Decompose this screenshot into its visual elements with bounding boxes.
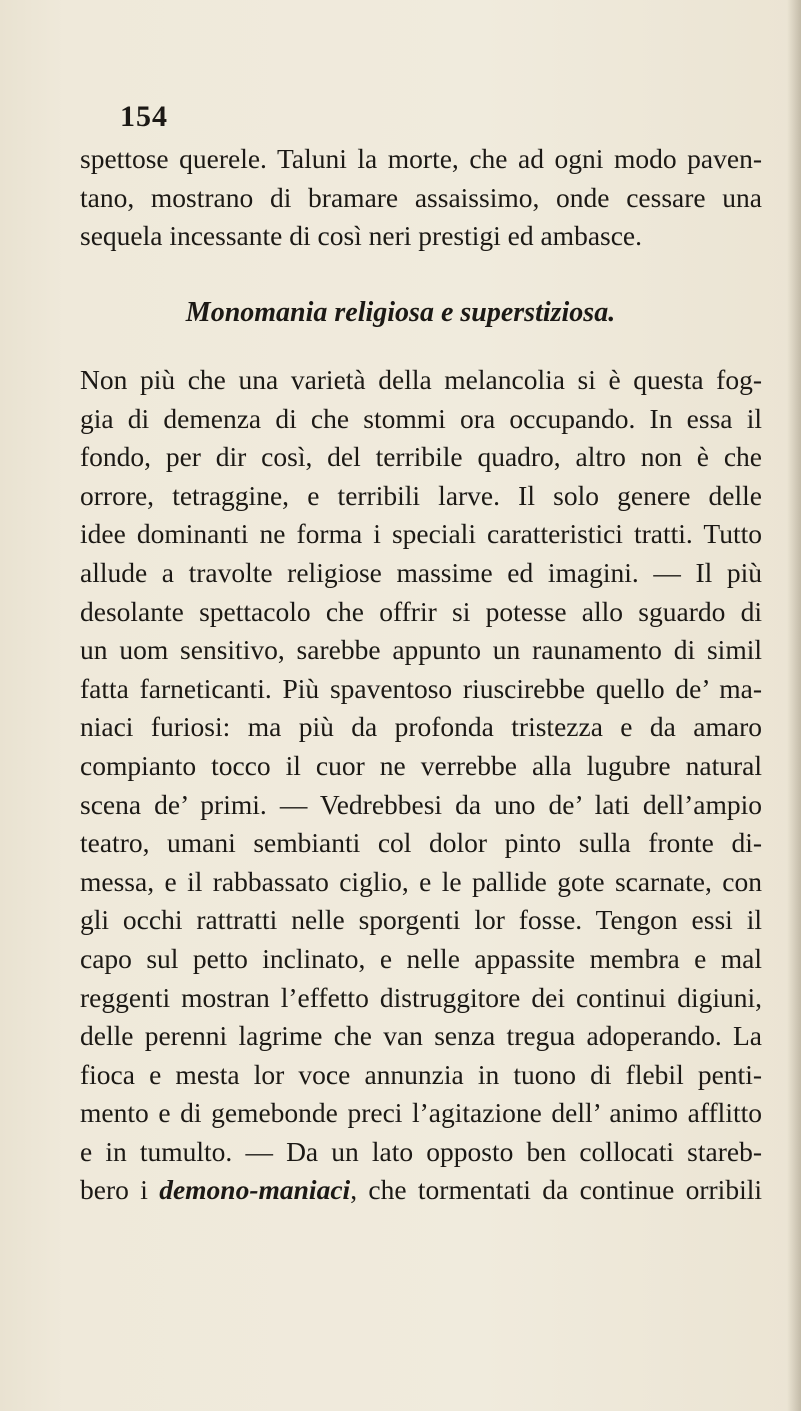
- text-line: delle perenni lagrime che van senza tregua adoperando. La: [80, 1020, 762, 1052]
- body-paragraph: [80, 361, 762, 1210]
- text-line: un uom sensitivo, sarebbe appunto un raunamento di simil: [80, 634, 762, 666]
- section-heading: Monomania religiosa e superstiziosa.: [185, 297, 616, 328]
- text-line: spettose querele. Taluni la morte, che ad ogni modo paven-: [80, 143, 762, 174]
- page-number: 154: [120, 100, 168, 133]
- text-line: capo sul petto inclinato, e nelle appassite membra e mal: [80, 942, 762, 974]
- text-line: gli occhi rattratti nelle sporgenti lor fosse. Tengon essi il: [80, 904, 762, 936]
- text-line: niaci furiosi: ma più da profonda tristezza e da amaro: [80, 711, 762, 743]
- text-line: compianto tocco il cuor ne verrebbe alla lugubre natural: [80, 749, 762, 781]
- text-line: mento e di gemebonde preci l’agitazione dell’ animo afflitto: [80, 1097, 762, 1129]
- final-line-start: bero i: [80, 1174, 160, 1206]
- page-edge-shadow: [787, 0, 801, 1411]
- intro-paragraph: [80, 140, 762, 256]
- text-line: fioca e mesta lor voce annunzia in tuono di flebil penti-: [80, 1058, 762, 1090]
- text-line-final: [80, 1171, 762, 1210]
- text-line: teatro, umani sembianti col dolor pinto sulla fronte di-: [80, 827, 762, 859]
- text-line: tano, mostrano di bramare assaissimo, onde cessare una: [80, 181, 762, 213]
- text-line: sequela incessante di così neri prestigi ed ambasce.: [80, 220, 643, 252]
- text-line: messa, e il rabbassato ciglio, e le pallide gote scarnate, con: [80, 865, 762, 897]
- final-line-end: , che tormentati da continue orribili: [350, 1174, 762, 1206]
- text-line: orrore, tetraggine, e terribili larve. Il solo genere delle: [80, 479, 762, 511]
- text-line: fondo, per dir così, del terribile quadro, altro non è che: [80, 441, 762, 473]
- text-line: e in tumulto. — Da un lato opposto ben collocati stareb-: [80, 1135, 762, 1167]
- text-line: reggenti mostran l’effetto distruggitore dei continui digiuni,: [80, 981, 762, 1013]
- text-line: Non più che una varietà della melancolia si è questa fog-: [80, 364, 762, 395]
- text-line: fatta farneticanti. Più spaventoso riuscirebbe quello de’ ma-: [80, 672, 762, 704]
- text-line: desolante spettacolo che offrir si potesse allo sguardo di: [80, 595, 762, 627]
- text-line: scena de’ primi. — Vedrebbesi da uno de’ lati dell’ampio: [80, 788, 762, 820]
- text-line: gia di demenza di che stommi ora occupando. In essa il: [80, 402, 762, 434]
- text-line: idee dominanti ne forma i speciali caratteristici tratti. Tutto: [80, 518, 762, 550]
- text-line: allude a travolte religiose massime ed imagini. — Il più: [80, 556, 762, 588]
- italic-term: demono-maniaci: [159, 1174, 351, 1206]
